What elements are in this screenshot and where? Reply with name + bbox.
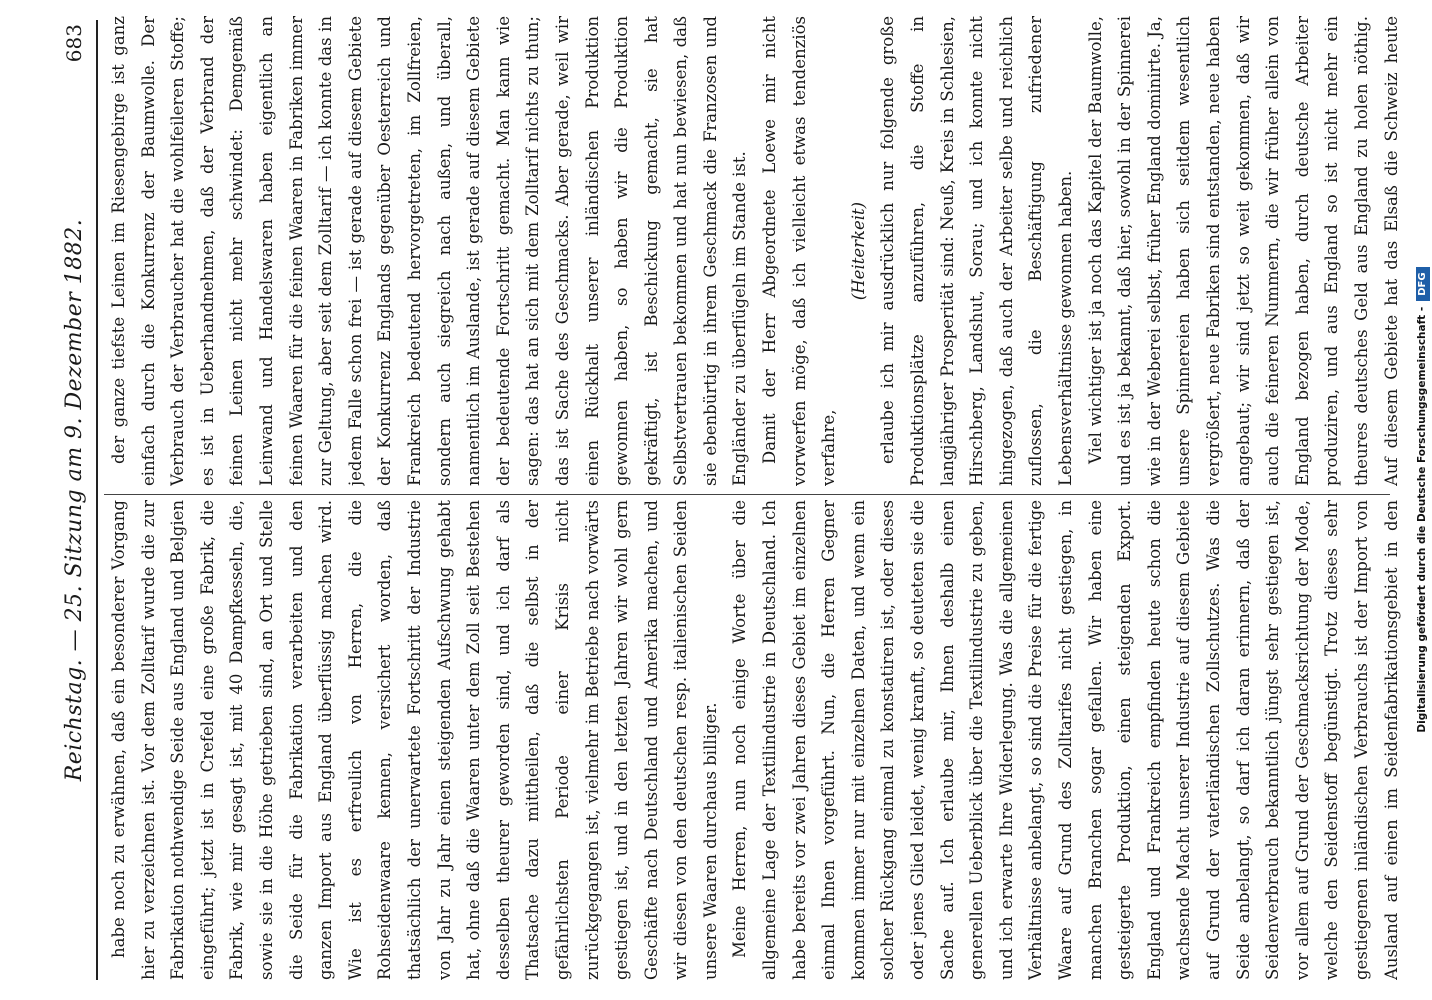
- page-title: Reichstag. — 25. Sitzung am 9. Dezember 1882.: [62, 218, 87, 782]
- paragraph: habe noch zu erwähnen, daß ein besonderer Vorgang hier zu verzeichnen ist. Vor dem Zolltarif wurde die zur Fabrikation nothwendige Seide aus England und Belgien eingeführt; jetzt ist in Crefeld eine große Fabrik, die Fabrik, wie mir gesagt ist, mit 40 Dampfkesseln, die, sowie sie in die Höhe getrieben sind, an Ort und Stelle die Seide für die Fabrikation verarbeiten und den ganzen Import aus England überflüssig machen wird. Wie ist es erfreulich von Herren, die die Rohseidenwaare kennen, versichert worden, daß thatsächlich der unerwartete Fortschritt der Industrie von Jahr zu Jahr einen steigenden Aufschwung gehabt hat, ohne daß die Waaren unter dem Zoll seit Bestehen desselben theurer geworden sind, und ich darf als Thatsache dazu mittheilen, daß die selbst in der gefährlichsten Periode einer Krisis nicht zurückgegangen ist, vielmehr im Betriebe nach vorwärts gestiegen ist, und in den letzten Jahren wir wohl gern Geschäfte nach Deutschland und Amerika machen, und wir diesen von den deutschen resp. italienischen Seiden unsere Waaren durchaus billiger.: [109, 500, 720, 980]
- left-column: [104, 500, 1404, 980]
- interjection: (Heiterkeit): [848, 201, 868, 301]
- digitization-credit: [1412, 0, 1432, 1000]
- paragraph: der ganze tiefste Leinen im Riesengebirge ist ganz einfach durch die Konkurrenz der Baumwolle. Der Verbrauch der Verbraucher hat die wohlfeileren Stoffe; es ist in Ueberhandnehmen, daß der Verbrand der feinen Leinen nicht mehr schwindet: Demgemäß Leinwand und Handelswaren haben eigentlich an feinen Waaren für die feinen Waaren in Fabriken immer zur Geltung, aber seit dem Zolltarif — ich konnte das in jedem Falle schon frei — ist gerade auf diesem Gebiete der Konkurrenz Englands gegenüber Oesterreich und Frankreich bedeutend hervorgetreten, im Zollfreien, sondern auch siegreich nach außen, und überall, namentlich im Auslande, ist gerade auf diesem Gebiete der bedeutende Fortschritt gemacht. Man kann wie sagen: das hat an sich mit dem Zolltarif nichts zu thun; das ist Sache des Geschmacks. Aber gerade, weil wir einen Rückhalt unserer inländischen Produktion gewonnen haben, so haben wir die Produktion gekräftigt, ist Beschickung gemacht, sie hat Selbstvertrauen bekommen und hat nun bewiesen, daß sie ebenbürtig in ihrem Geschmack die Franzosen und Engländer zu überflügeln im Stande ist.: [109, 16, 750, 486]
- right-column: [104, 16, 1404, 486]
- paragraph: erlaube ich mir ausdrücklich nur folgende große Produktionsplätze anzuführen, die Stoffe in langjähriger Prosperität sind: Neuß, Kreis in Schlesien, Hirschberg, Landshut, Sorau; und ich konnte nicht hingezogen, daß auch der Arbeiter selbe und reichlich zuflossen, die Beschäftigung zufriedener Lebensverhältnisse gewonnen haben.: [878, 16, 1075, 486]
- page-header: [56, 20, 98, 980]
- column-divider: [104, 494, 1390, 495]
- paragraph: Meine Herren, nun noch einige Worte über die allgemeine Lage der Textilindustrie in Deutschland. Ich habe bereits vor zwei Jahren dieses Gebiet im einzelnen einmal Ihnen vorgeführt. Nun, die Herren Gegner kommen immer nur mit einzelnen Daten, und wenn ein solcher Rückgang einmal zu konstatiren ist, oder dieses oder jenes Glied leidet, wenig kranft, so deuteten sie die Sache auf. Ich erlaube mir, Ihnen deshalb einen generellen Ueberblick über die Textilindustrie zu geben, und ich erwarte Ihre Widerlegung. Was die allgemeinen Verhältnisse anbelangt, so sind die Preise für die fertige Waare auf Grund des Zolltarifes nicht gestiegen, in manchen Branchen sogar gefallen. Wir haben eine gesteigerte Produktion, einen steigenden Export. England und Frankreich empfinden heute schon die wachsende Macht unserer Industrie auf diesem Gebiete auf Grund der vaterländischen Zollschutzes. Was die Seide anbelangt, so darf ich daran erinnern, daß der Seidenverbrauch bekanntlich jüngst sehr gestiegen ist, vor allem auf Grund der Geschmacksrichtung der Mode, welche den Seidenstoff begünstigt. Trotz dieses sehr gestiegenen inländischen Verbrauchs ist der Import von Ausland auf einen im Seidenfabrikationsgebiet in den: [730, 500, 1401, 980]
- credit-text: Digitalisierung gefördert durch die Deutsche Forschungsgemeinschaft -: [1416, 306, 1428, 733]
- paragraph: Viel wichtiger ist ja noch das Kapitel der Baumwolle, und es ist ja bekannt, daß hier, sowohl in der Spinnerei wie in der Weberei selbst, früher England dominirte. Ja, unsere Spinnereien haben sich seitdem wesentlich vergrößert, neue Fabriken sind entstanden, neue haben angebaut; wir sind jetzt so weit gekommen, daß wir auch die feineren Nummern, die wir früher allein von England bezogen haben, durch deutsche Arbeiter produziren, und aus England so ist nicht mehr ein theures deutsches Geld aus England zu holen nöthig. Auf diesem Gebiete hat das Elsaß die Schweiz heute: [1085, 16, 1401, 486]
- dfg-logo: DFG: [1416, 267, 1430, 300]
- paragraph: Damit der Herr Abgeordnete Loewe mir nicht vorwerfen möge, daß ich vielleicht etwas tendenziös verfahre,: [760, 16, 839, 486]
- page-number: 683: [62, 24, 86, 63]
